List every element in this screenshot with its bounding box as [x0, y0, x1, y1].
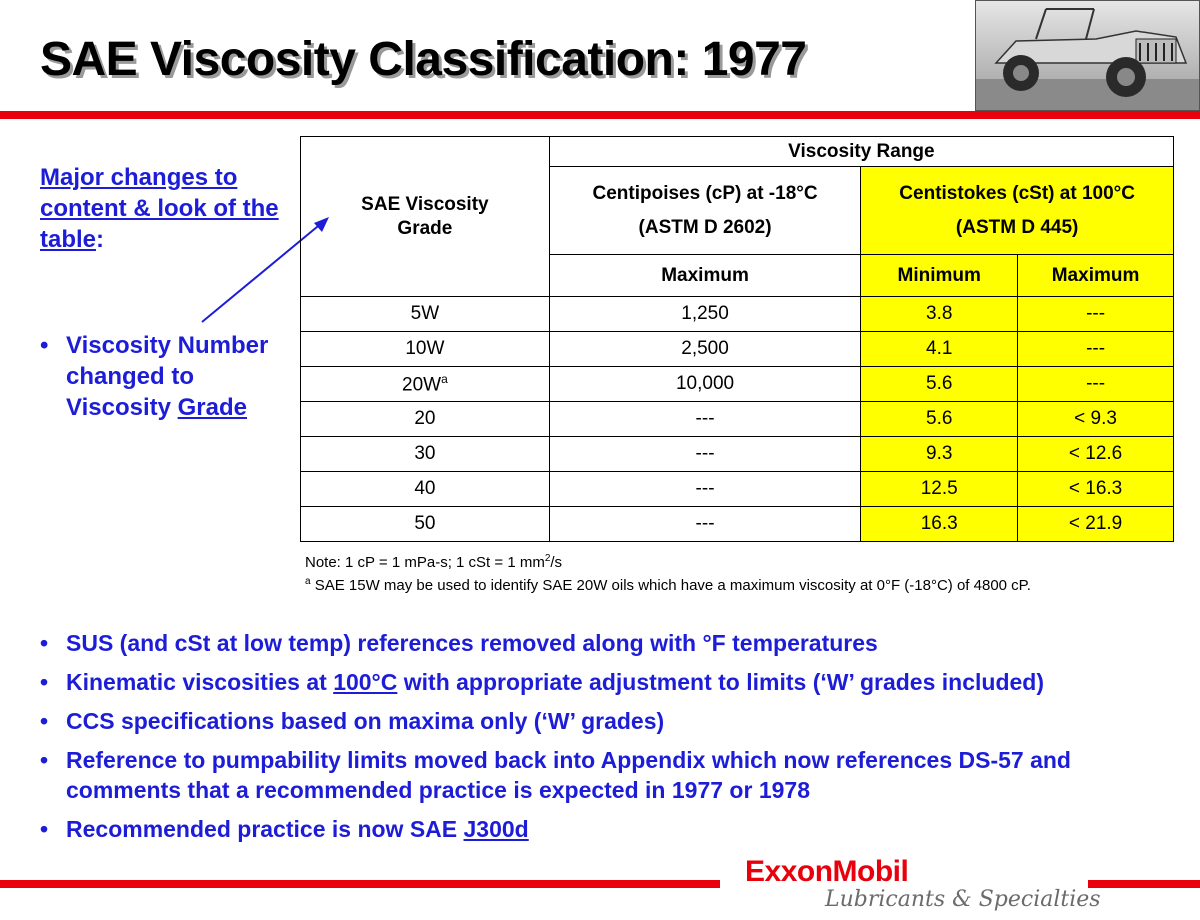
side-heading-colon: : — [96, 226, 105, 253]
bullet-icon: • — [40, 669, 49, 695]
table-row — [301, 367, 1174, 402]
list-item: • SUS (and cSt at low temp) references removed along with °F temperatures — [40, 630, 878, 656]
grade-cell: 40 — [301, 472, 550, 507]
cst-min-cell: 5.6 — [861, 367, 1018, 402]
cp-max-cell: 1,250 — [549, 297, 861, 332]
grade-cell: 10W — [301, 332, 550, 367]
cst-max-cell: < 9.3 — [1018, 402, 1174, 437]
bottom-red-bar-left — [0, 880, 720, 888]
table-footnote: $^a$ SAE 15W may be used to identify SAE 20W oils which have a maximum viscosity at 0°F (-18°C) of 4800 cP. — [305, 576, 1031, 594]
bullet-icon: • — [40, 630, 49, 656]
table-row — [301, 332, 1174, 367]
list-item: • CCS specifications based on maxima only (‘W’ grades) — [40, 708, 665, 734]
cst-min-label: Minimum — [861, 255, 1018, 297]
grade-cell: 50 — [301, 507, 550, 542]
grade-cell: 5W — [301, 297, 550, 332]
range-header: Viscosity Range — [549, 137, 1173, 167]
cst-max-cell: < 16.3 — [1018, 472, 1174, 507]
side-bullet — [40, 330, 280, 423]
table-row — [301, 437, 1174, 472]
cst-max-cell: --- — [1018, 297, 1174, 332]
cst-min-cell: 4.1 — [861, 332, 1018, 367]
grade-cell: $20W^a$ — [301, 367, 550, 402]
grade-cell: 20 — [301, 402, 550, 437]
viscosity-table — [300, 136, 1174, 542]
exxonmobil-logo: ExxonMobil — [745, 855, 909, 888]
cst-min-cell: 5.6 — [861, 402, 1018, 437]
cp-max-cell: 2,500 — [549, 332, 861, 367]
bullet-icon: • — [40, 708, 49, 734]
cst-max-cell: --- — [1018, 332, 1174, 367]
table-note: Note: 1 cP = 1 mPa-s; 1 cSt = 1 $mm^2/s$ — [305, 553, 563, 571]
cst-max-cell: --- — [1018, 367, 1174, 402]
cst-min-cell: 9.3 — [861, 437, 1018, 472]
page-title: SAE Viscosity Classification: 1977 — [40, 33, 807, 86]
grade-header: SAE Viscosity Grade — [301, 137, 550, 297]
bullet-icon: • — [40, 816, 49, 842]
table-row — [301, 402, 1174, 437]
list-item: • Recommended practice is now SAE J300d — [40, 816, 529, 842]
list-item: • Kinematic viscosities at 100°C with appropriate adjustment to limits (‘W’ grades included) — [40, 669, 1044, 695]
cp-max-cell: --- — [549, 437, 861, 472]
cp-max-cell: 10,000 — [549, 367, 861, 402]
cp-max-label: Maximum — [549, 255, 861, 297]
grade-cell: 30 — [301, 437, 550, 472]
cp-max-cell: --- — [549, 402, 861, 437]
side-bullet-underlined: Grade — [177, 394, 247, 421]
side-bullet-text: Viscosity Number changed to Viscosity — [66, 332, 269, 421]
cst-max-cell: < 21.9 — [1018, 507, 1174, 542]
bullet-icon: • — [40, 332, 49, 359]
table-row — [301, 472, 1174, 507]
table-row — [301, 507, 1174, 542]
bullet-list — [40, 628, 1180, 853]
table-row — [301, 297, 1174, 332]
top-red-bar — [0, 111, 1200, 119]
bullet-icon: • — [40, 747, 49, 773]
cst-min-cell: 3.8 — [861, 297, 1018, 332]
cst-min-cell: 12.5 — [861, 472, 1018, 507]
cst-header: Centistokes (cSt) at 100°C (ASTM D 445) — [861, 167, 1174, 255]
tagline: Lubricants & Specialties — [825, 887, 1101, 912]
side-heading-text: Major changes to content & look of the table — [40, 164, 279, 253]
jeep-photo — [975, 0, 1200, 111]
list-item: • Reference to pumpability limits moved back into Appendix which now references DS-57 and comments that a recommended practice is expected in 1977 or 1978 — [40, 747, 1071, 803]
cp-max-cell: --- — [549, 507, 861, 542]
cst-max-label: Maximum — [1018, 255, 1174, 297]
cst-max-cell: < 12.6 — [1018, 437, 1174, 472]
cp-header: Centipoises (cP) at -18°C (ASTM D 2602) — [549, 167, 861, 255]
cp-max-cell: --- — [549, 472, 861, 507]
bottom-red-bar-right — [1088, 880, 1200, 888]
cst-min-cell: 16.3 — [861, 507, 1018, 542]
